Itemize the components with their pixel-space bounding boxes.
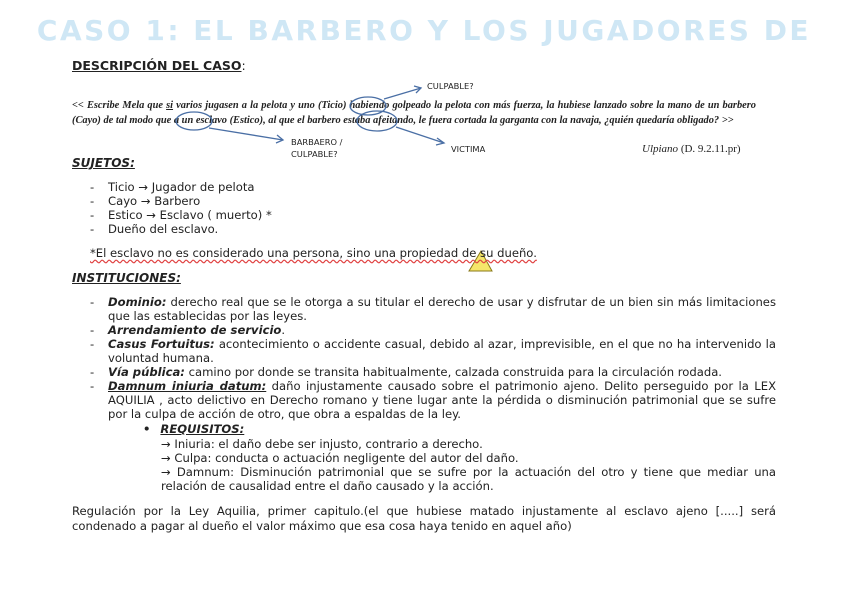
arrow-culpable (384, 88, 421, 99)
term-dominio: Dominio: (108, 295, 167, 309)
list-item: - Dueño del esclavo. (90, 222, 219, 236)
note-barbero-2: CULPABLE? (291, 149, 338, 159)
quote-part: habiendo golpeado la pelota con más fuerza, la hubiese lanzado sobre la mano de un barbero (346, 100, 756, 111)
term-via-publica: Vía pública: (108, 365, 185, 379)
quote-ticio: (Ticio) (317, 100, 347, 111)
requisitos-list (161, 437, 776, 493)
list-item-text: Cayo → Barbero (108, 194, 201, 208)
list-item: - Dominio: derecho real que se le otorga a su titular el derecho de usar y disfrutar de un bien sin más limitaciones que las establecidas por las leyes. (90, 295, 776, 323)
arrow-victima (396, 127, 444, 143)
note-barbero-1: BARBAERO / (291, 137, 343, 147)
note-victima: VICTIMA (451, 144, 486, 154)
list-item: - Ticio → Jugador de pelota (90, 180, 255, 194)
list-item: - Vía pública: camino por donde se transita habitualmente, calzada construida para la circulación rodada. (90, 365, 722, 379)
esclavo-note (90, 246, 537, 260)
descripcion-heading-text: DESCRIPCIÓN DEL CASO (72, 58, 242, 73)
sujetos-heading: SUJETOS: (72, 156, 135, 170)
definition: camino por donde se transita habitualmente, calzada construida para la circulación rodada. (184, 365, 722, 379)
quote-part: , al que el barbero estaba afeitando, le fuera cortada la garganta con la navaja, ¿quién quedaría obligado? >> (263, 114, 734, 126)
arrow-barbero (209, 128, 283, 140)
requisito-item: → Culpa: conducta o actuación negligente del autor del daño. (161, 451, 519, 465)
esclavo-note-text: *El esclavo no es considerado una persona, sino una propiedad de su dueño. (90, 246, 537, 260)
citation-ref: (D. 9.2.11.pr) (678, 143, 741, 155)
circle-cayo (176, 112, 212, 130)
list-item: - Casus Fortuitus: acontecimiento o accidente casual, debido al azar, imprevisible, en el que no ha intervenido la voluntad humana. (90, 337, 776, 365)
definition: . (281, 323, 286, 337)
list-item-text: Ticio → Jugador de pelota (108, 180, 255, 194)
page-title: CASO 1: EL BARBERO Y LOS JUGADORES DE (36, 14, 812, 47)
quote-part: varios jugasen a la pelota y uno (173, 100, 318, 111)
quote-cayo: (Cayo) (72, 114, 101, 126)
bullet: • (143, 422, 151, 436)
list-item-text: Dueño del esclavo. (108, 222, 219, 236)
list-item: - Arrendamiento de servicio. (90, 323, 286, 337)
note-culpable: CULPABLE? (427, 81, 474, 91)
requisito-item: → Damnum: Disminución patrimonial que se sufre por la actuación del otro y tiene que mediar una relación de causalidad entre el daño causado y la acción. (161, 465, 776, 493)
sujetos-list (90, 180, 272, 236)
instituciones-heading: INSTITUCIONES: (72, 271, 181, 285)
citation-author: Ulpiano (642, 143, 679, 155)
quote-part: << Escribe Mela que (72, 100, 167, 111)
definition: daño injustamente causado sobre el patrimonio ajeno. Delito perseguido por la LEX AQUILIA , acto delictivo en Derecho romano y tiene lugar ante la pérdida o disminución patrimonial que se sufre por la culpa de acción de otro, que obra a espaldas de la ley. (108, 379, 777, 421)
list-item: - Damnum iniuria datum: daño injustamente causado sobre el patrimonio ajeno. Delito perseguido por la LEX AQUILIA , acto delictivo en Derecho romano y tiene lugar ante la pérdida o disminución patrimonial que se sufre por la culpa de acción de otro, que obra a espaldas de la ley. (90, 379, 777, 421)
instituciones-list (90, 295, 776, 421)
list-item-text: Estico → Esclavo ( muerto) * (108, 208, 272, 222)
list-item: - Estico → Esclavo ( muerto) * (90, 208, 272, 222)
list-item: - Cayo → Barbero (90, 194, 201, 208)
descripcion-heading-colon: : (241, 58, 246, 73)
quote-part: de tal modo que a un esclavo (100, 114, 230, 126)
definition: derecho real que se le otorga a su titular el derecho de usar y disfrutar de un bien sin más limitaciones que las establecidas por las leyes. (108, 295, 776, 323)
term-arrendamiento: Arrendamiento de servicio (108, 323, 282, 337)
quote-si: si (166, 100, 174, 111)
requisito-item: → Iniuria: el daño debe ser injusto, contrario a derecho. (161, 437, 483, 451)
regulacion-paragraph: Regulación por la Ley Aquilia, primer capitulo.(el que hubiese matado injustamente al esclavo ajeno [.....] será condenado a pagar al dueño el valor máximo que esa cosa haya tenido en aquel año) (72, 504, 776, 533)
requisitos-heading-text: REQUISITOS: (160, 422, 245, 436)
term-casus-fortuitus: Casus Fortuitus: (108, 337, 215, 351)
definition: acontecimiento o accidente casual, debido al azar, imprevisible, en el que no ha intervenido la voluntad humana. (108, 337, 776, 365)
term-damnum: Damnum iniuria datum: (108, 379, 267, 393)
requisitos-heading (143, 422, 244, 436)
quote-estico: (Estico) (229, 114, 264, 126)
